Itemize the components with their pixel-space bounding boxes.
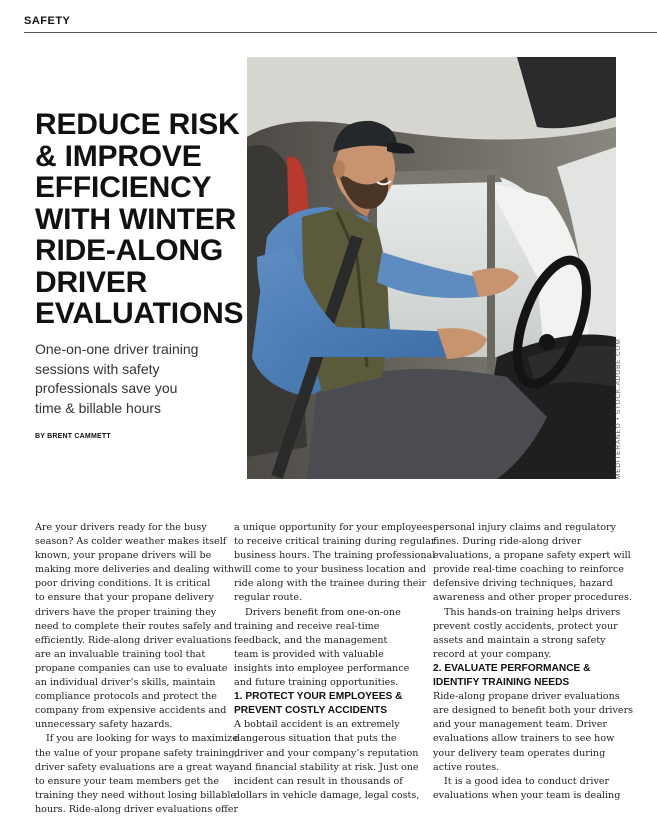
body-line: hours. Ride-along driver evaluations offer <box>35 803 239 815</box>
body-line: and financial stability at risk. Just one <box>234 761 419 773</box>
section-label: SAFETY <box>24 15 71 27</box>
body-line: driver safety evaluations are a great way <box>35 761 235 773</box>
body-line: dollars in vehicle damage, legal costs, <box>234 789 420 801</box>
body-line: propane companies can use to evaluate <box>35 662 228 674</box>
body-column-2 <box>234 521 436 803</box>
body-line: Ride-along propane driver evaluations <box>433 691 620 703</box>
section-heading: 2. EVALUATE PERFORMANCE & <box>433 662 591 674</box>
body-line: fines. During ride-along driver <box>433 536 582 548</box>
body-line: incident can result in thousands of <box>234 775 403 787</box>
body-line: This hands-on training helps drivers <box>444 606 621 618</box>
body-line: unnecessary safety hazards. <box>35 719 173 731</box>
body-line: training they need without losing billable <box>35 789 237 801</box>
body-line: to ensure that your propane delivery <box>35 592 214 604</box>
body-line: feedback, and the management <box>234 634 388 646</box>
body-line: will come to your business location and <box>234 564 427 576</box>
body-column-1 <box>35 521 239 817</box>
body-line: compliance protocols and protect the <box>35 691 217 703</box>
body-line: dangerous situation that puts the <box>234 733 397 745</box>
body-line: insights into employee performance <box>234 662 410 674</box>
body-line: provide real-time coaching to reinforce <box>433 564 624 576</box>
body-line: drivers have the proper training they <box>35 606 217 618</box>
body-line: and future training opportunities. <box>234 677 399 689</box>
headline-line: & IMPROVE <box>35 139 202 173</box>
body-line: business hours. The training professional <box>234 550 436 562</box>
body-line: evaluations, a propane safety expert will <box>433 550 631 562</box>
body-line: known, your propane drivers will be <box>35 550 212 562</box>
body-line: It is a good idea to conduct driver <box>444 775 610 787</box>
body-line: season? As colder weather makes itself <box>35 536 227 548</box>
body-line: to ensure your team members get the <box>35 775 220 787</box>
headline <box>35 109 245 330</box>
body-line: If you are looking for ways to maximize <box>46 733 238 745</box>
headline-line: RIDE-ALONG <box>35 234 223 267</box>
body-line: the value of your propane safety training, <box>35 747 238 759</box>
headline-line: EVALUATIONS <box>35 297 244 330</box>
body-line: company from expensive accidents and <box>35 705 227 717</box>
headline-line: WITH WINTER <box>35 202 237 236</box>
body-line: a unique opportunity for your employees <box>234 522 433 533</box>
body-line: prevent costly accidents, protect your <box>433 620 618 632</box>
headline-line: DRIVER <box>35 265 148 299</box>
dek-line: One-on-one driver training <box>35 341 199 357</box>
header-rule <box>24 32 657 33</box>
dek-line: time & billable hours <box>35 399 162 416</box>
body-line: regular route. <box>234 592 303 604</box>
body-line: to receive critical training during regular <box>234 536 436 548</box>
body-line: your delivery team operates during <box>433 747 606 759</box>
body-line: team is provided with valuable <box>234 648 384 660</box>
headline-line: REDUCE RISK <box>35 108 240 141</box>
body-line: and your management team. Driver <box>433 719 607 731</box>
byline: BY BRENT CAMMETT <box>35 433 111 440</box>
body-line: A bobtail accident is an extremely <box>234 719 400 731</box>
body-line: awareness and other proper procedures. <box>433 592 632 604</box>
body-line: Are your drivers ready for the busy <box>35 522 207 533</box>
body-line: Drivers benefit from one-on-one <box>245 606 401 618</box>
section-heading: IDENTIFY TRAINING NEEDS <box>433 677 570 689</box>
body-line: assets and maintain a strong safety <box>433 634 606 646</box>
section-heading: 1. PROTECT YOUR EMPLOYEES & <box>234 691 403 703</box>
body-line: defensive driving techniques, hazard <box>433 578 613 590</box>
section-heading: PREVENT COSTLY ACCIDENTS <box>234 705 388 717</box>
body-line: need to complete their routes safely and <box>35 620 233 632</box>
body-line: ride along with the trainee during their <box>234 578 427 590</box>
body-line: poor driving conditions. It is critical <box>35 578 211 590</box>
body-line: active routes. <box>433 761 500 773</box>
body-line: making more deliveries and dealing with <box>35 564 235 576</box>
body-line: are an invaluable training tool that <box>35 648 206 660</box>
body-line: efficiently. Ride-along driver evaluations <box>35 634 232 646</box>
body-line: training and receive real-time <box>234 620 380 632</box>
dek-line: professionals save you <box>35 380 178 396</box>
body-line: personal injury claims and regulatory <box>433 522 616 533</box>
body-line: an individual driver’s skills, maintain <box>35 677 216 689</box>
headline-line: EFFICIENCY <box>35 171 212 204</box>
hero-photo <box>247 57 616 479</box>
body-line: driver and your company’s reputation <box>234 747 419 759</box>
body-line: evaluations allow trainers to see how <box>433 733 615 745</box>
dek <box>35 340 235 418</box>
body-line: evaluations when your team is dealing <box>433 789 621 801</box>
body-line: record at your company. <box>433 648 552 660</box>
driver-photo-illustration <box>247 57 616 479</box>
body-line: are designed to benefit both your drivers <box>433 705 634 717</box>
photo-credit: MEDITERANEO • STOCK.ADOBE.COM <box>615 338 622 479</box>
body-column-3 <box>433 521 634 803</box>
dek-line: sessions with safety <box>35 360 160 377</box>
